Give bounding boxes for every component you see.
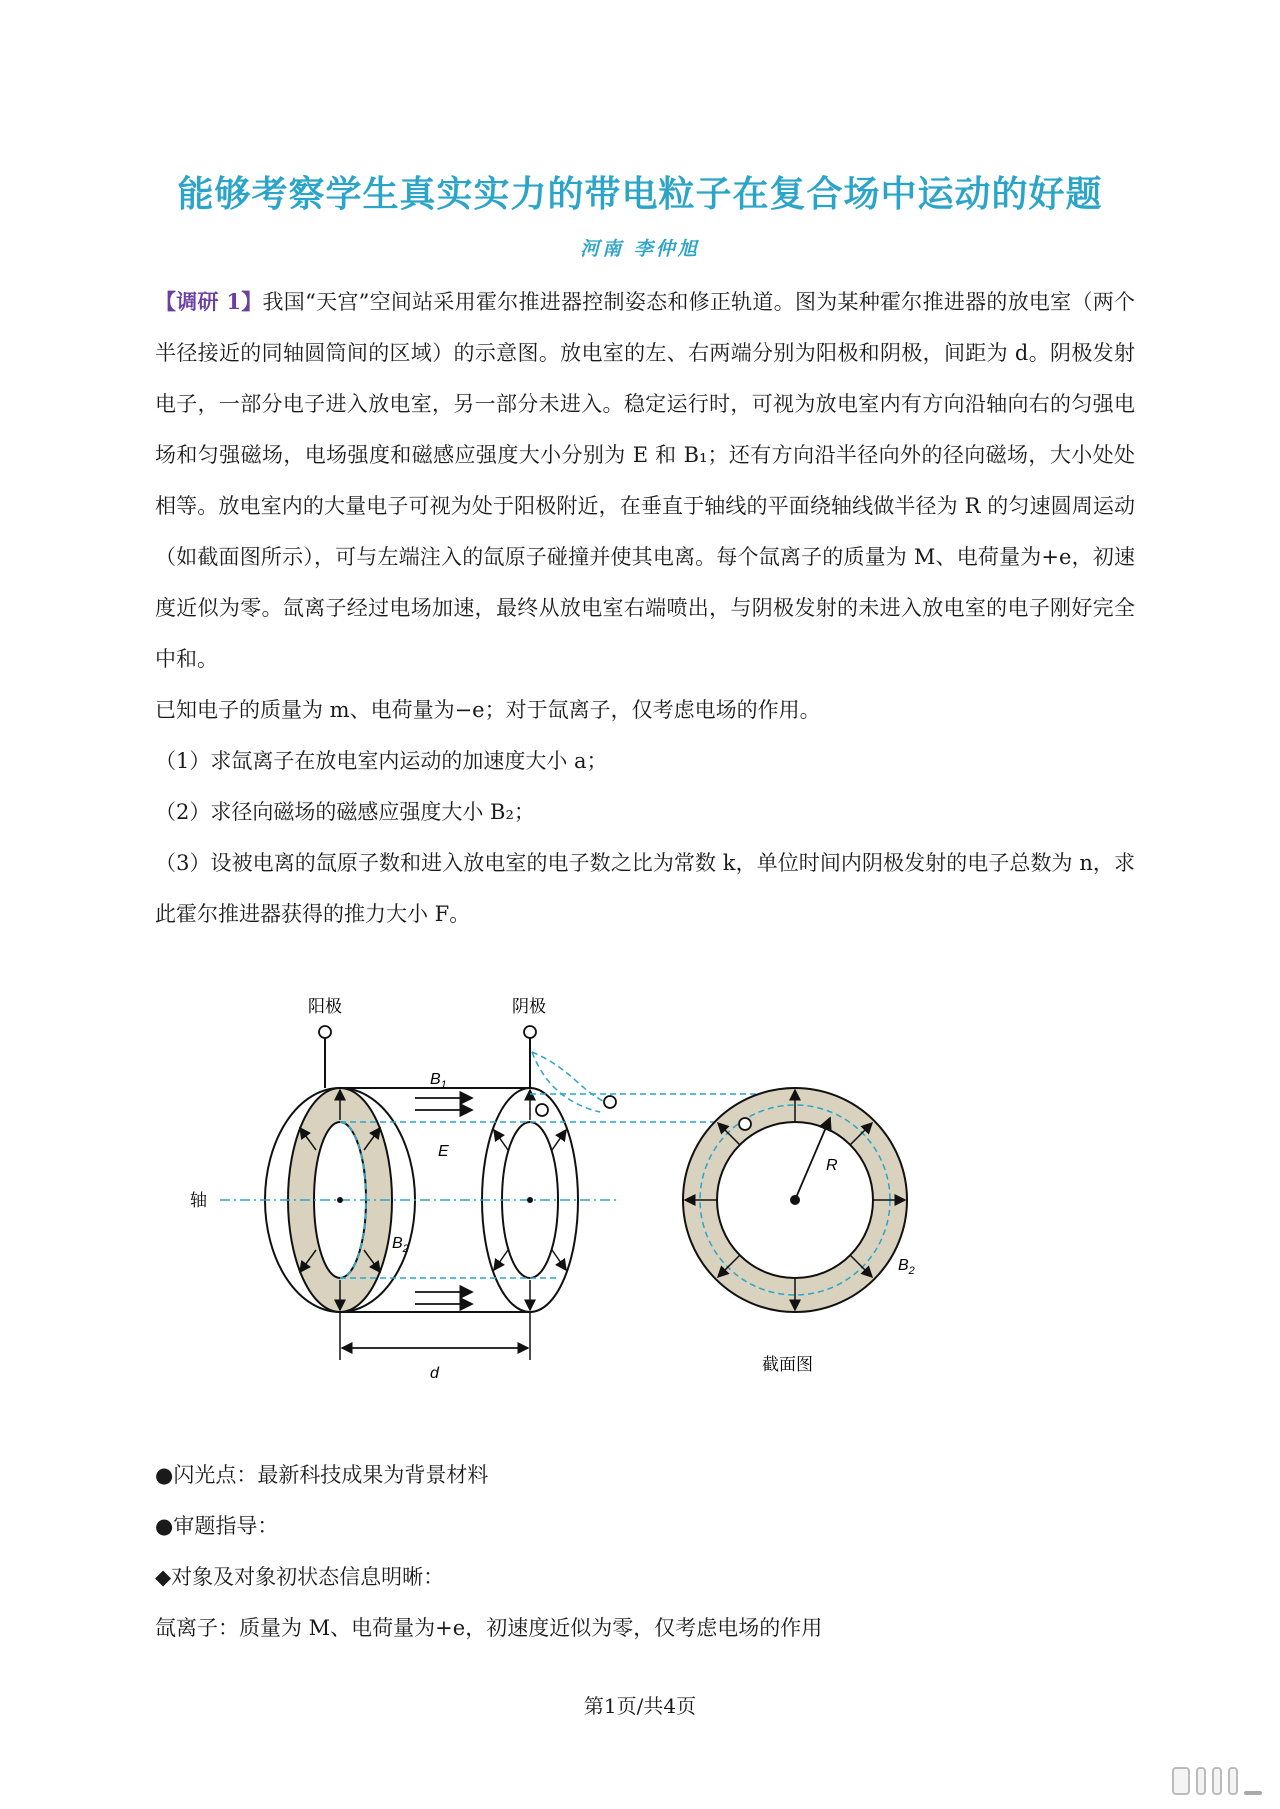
problem-tag: 【调研 1】 xyxy=(155,289,263,314)
problem-text: 我国“天宫”空间站采用霍尔推进器控制姿态和修正轨道。图为某种霍尔推进器的放电室（两个半径接近的同轴圆筒间的区域）的示意图。放电室的左、右两端分别为阳极和阴极，间距为 d。阴极发射电子，一部分电子进入放电室，另一部分未进入。稳定运行时，可视为放电室内有方向沿轴向右的匀强电场和匀强磁场，电场强度和磁感应强度大小分别为 E 和 B₁；还有方向沿半径向外的径向磁场，大小处处相等。放电室内的大量电子可视为处于阳极附近，在垂直于轴线的平面绕轴线做半径为 R 的匀速圆周运动（如截面图所示），可与左端注入的氙原子碰撞并使其电离。每个氙离子的质量为 M、电荷量为+e，初速度近似为零。氙离子经过电场加速，最终从放电室右端喷出，与阴极发射的未进入放电室的电子刚好完全中和。 xyxy=(155,290,1135,671)
page-scroll-indicator[interactable] xyxy=(1172,1771,1262,1795)
r-label: R xyxy=(826,1157,838,1174)
note-xenon: 氙离子：质量为 M、电荷量为+e，初速度近似为零，仅考虑电场的作用 xyxy=(155,1616,823,1640)
axis-dot-left xyxy=(337,1197,343,1203)
electron-marker-1 xyxy=(536,1104,548,1116)
scroll-bar xyxy=(1244,1791,1262,1795)
cathode-label: 阴极 xyxy=(512,997,546,1017)
page-title: 能够考察学生真实实力的带电粒子在复合场中运动的好题 xyxy=(177,174,1103,215)
d-dimension xyxy=(340,1312,530,1360)
question-1: （1）求氙离子在放电室内运动的加速度大小 a； xyxy=(155,749,608,773)
anode-label: 阳极 xyxy=(308,997,342,1017)
electron-marker-2 xyxy=(604,1096,616,1108)
scroll-block-3 xyxy=(1212,1767,1222,1795)
b2-label-left: $B_2$ xyxy=(392,1235,409,1255)
d-label: d xyxy=(430,1365,439,1382)
known-conditions: 已知电子的质量为 m、电荷量为−e；对于氙离子，仅考虑电场的作用。 xyxy=(155,698,821,722)
note-highlight: ●闪光点：最新科技成果为背景材料 xyxy=(155,1463,489,1487)
note-object: ◆对象及对象初状态信息明晰： xyxy=(155,1565,445,1589)
axis-label: 轴 xyxy=(190,1191,207,1211)
scroll-block-1 xyxy=(1172,1767,1190,1795)
question-3: （3）设被电离的氙原子数和进入放电室的电子数之比为常数 k，单位时间内阴极发射的电子总数为 n，求此霍尔推进器获得的推力大小 F。 xyxy=(155,851,1135,926)
problem-body xyxy=(155,276,1135,940)
e-label: E xyxy=(438,1143,449,1160)
question-2: （2）求径向磁场的磁感应强度大小 B₂； xyxy=(155,800,535,824)
b1-arrows xyxy=(415,1098,472,1110)
problem-paragraph xyxy=(155,276,1135,685)
section-label: 截面图 xyxy=(762,1355,813,1375)
analysis-notes xyxy=(155,1450,1135,1654)
scroll-block-2 xyxy=(1196,1767,1206,1795)
e-field-arrows xyxy=(415,1292,472,1304)
page-footer: 第1页/共4页 xyxy=(583,1694,697,1718)
scroll-block-4 xyxy=(1228,1767,1238,1795)
anode-terminal xyxy=(319,1026,331,1088)
axis-dot-right xyxy=(527,1197,533,1203)
hall-thruster-figure xyxy=(190,990,1110,1410)
b1-label: $B_1$ xyxy=(430,1071,447,1091)
b2-label-right: $B_2$ xyxy=(898,1257,915,1277)
note-guide: ●审题指导： xyxy=(155,1514,279,1538)
author-line: 河南 李仲旭 xyxy=(580,238,700,260)
